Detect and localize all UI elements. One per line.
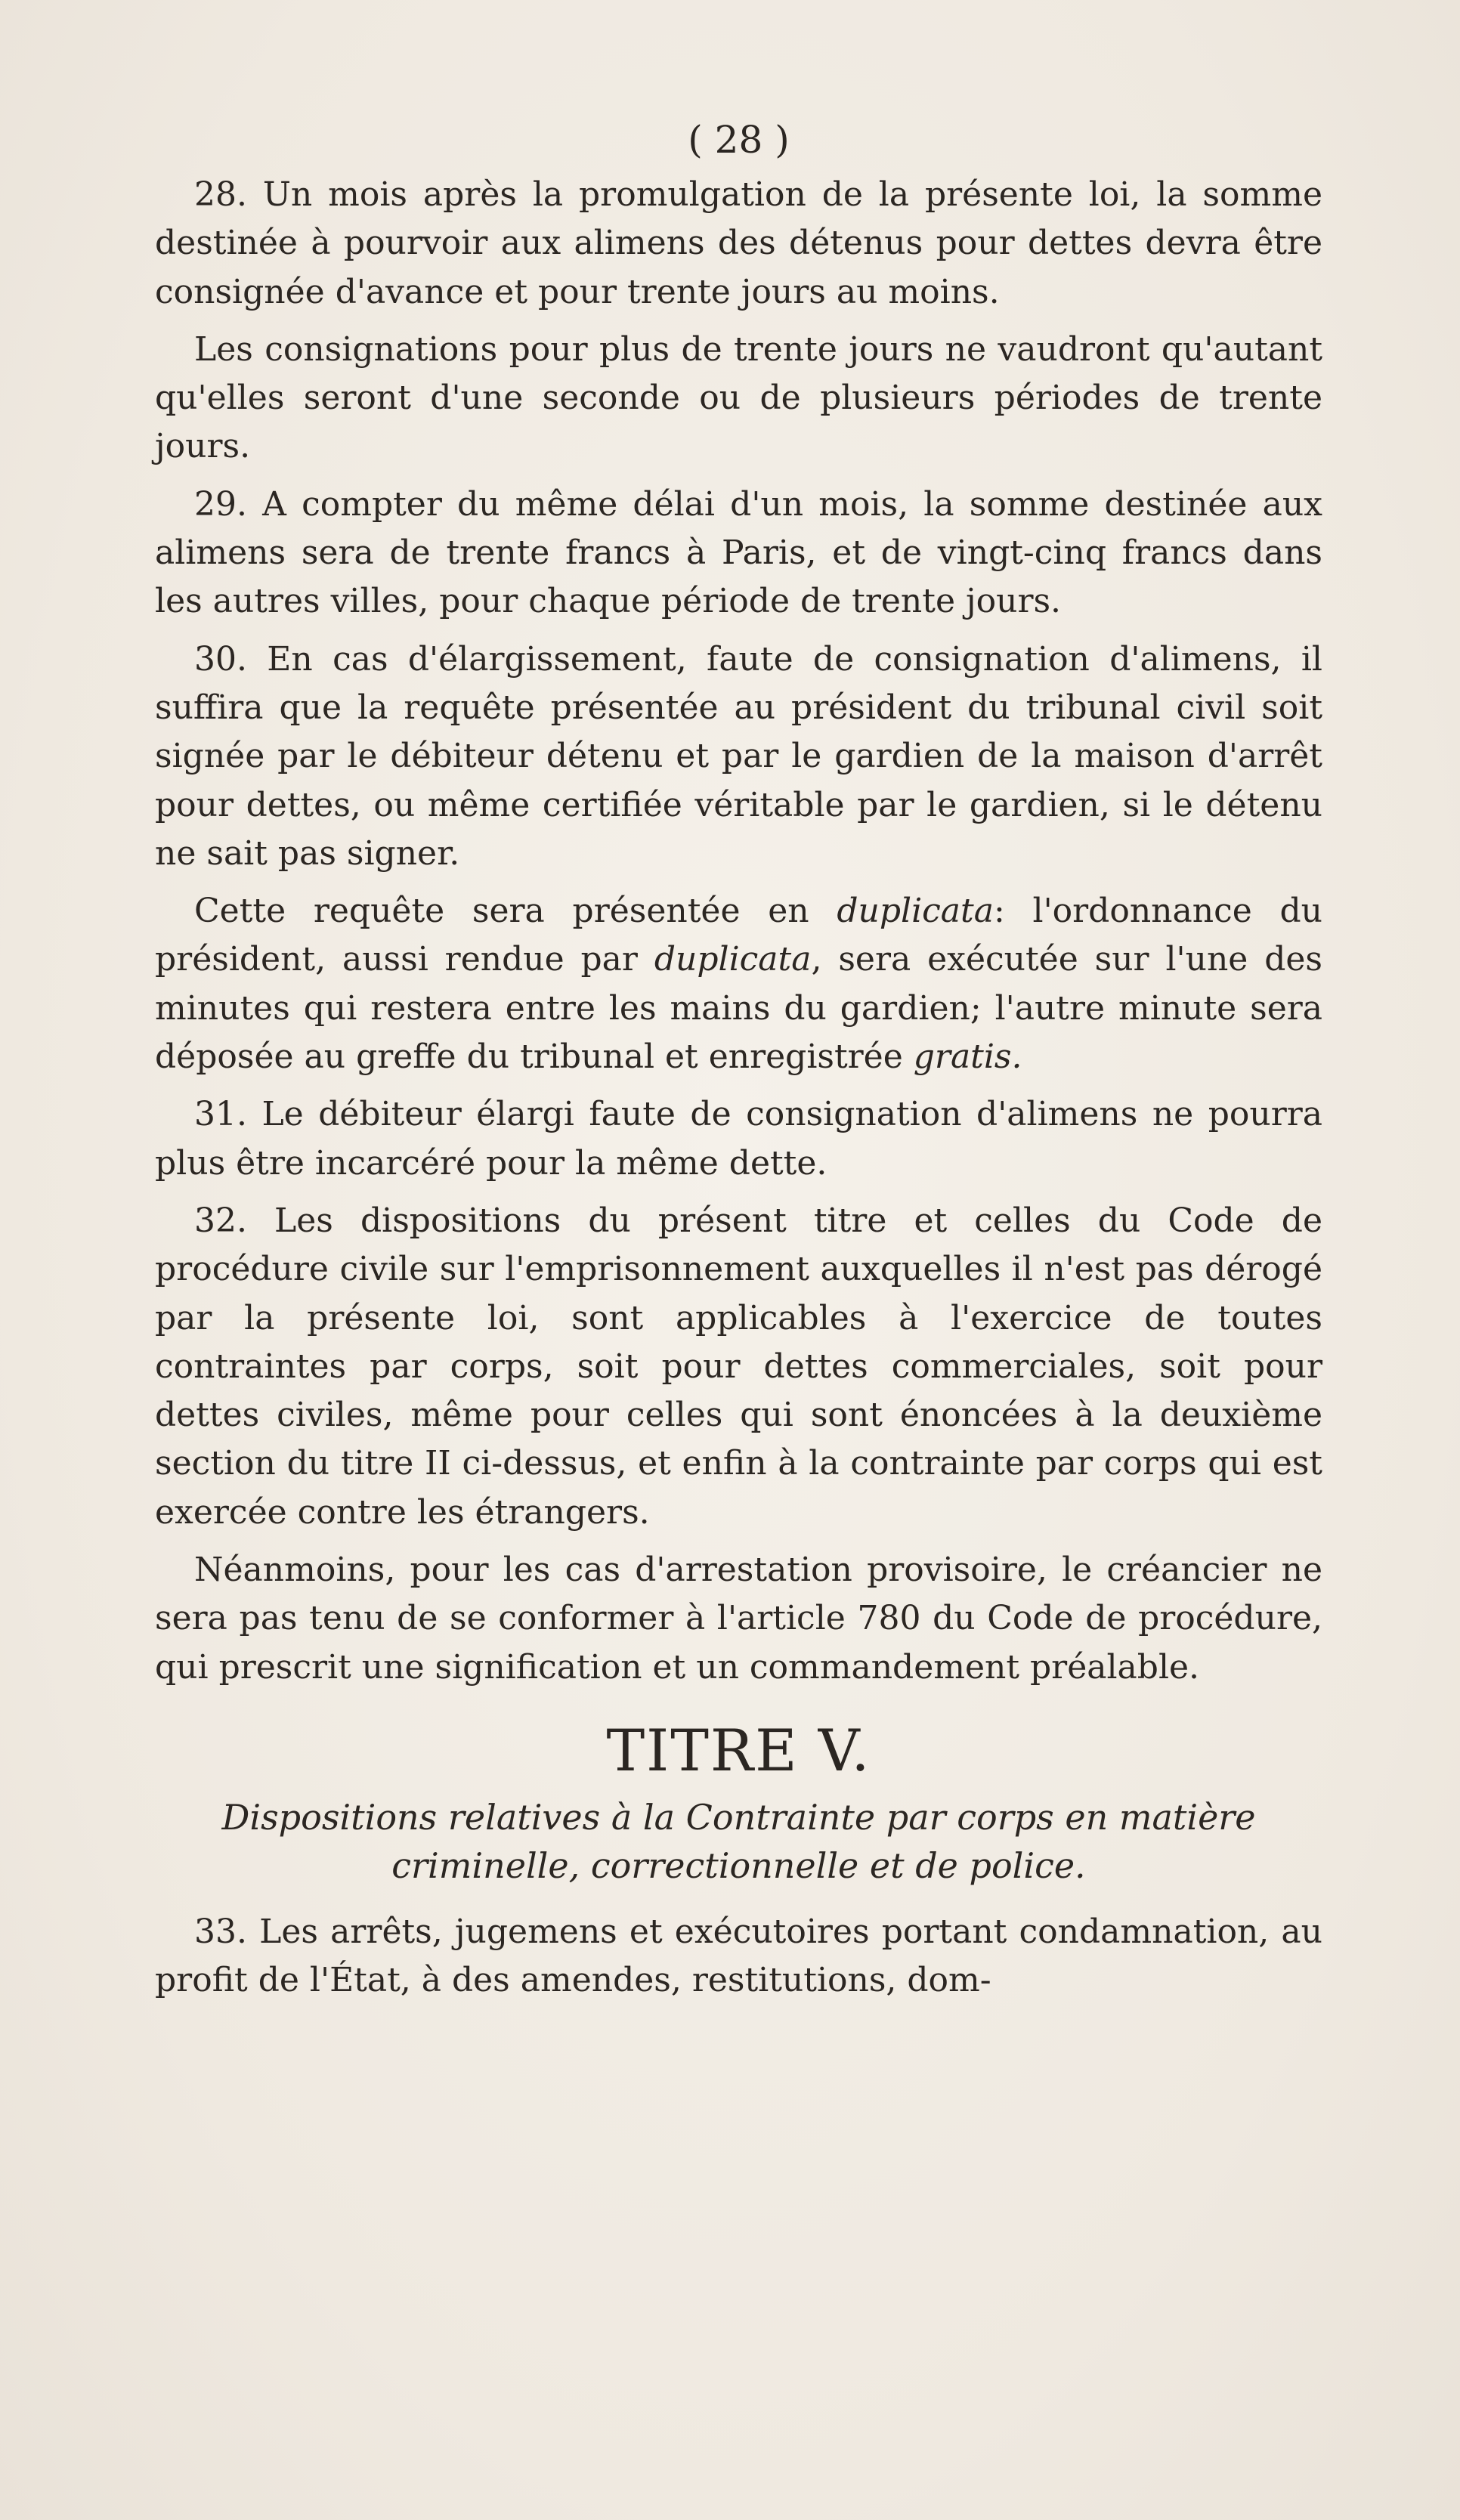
article-31: 31. Le débiteur élargi faute de consignation d'alimens ne pourra plus être incarcéré pour la même dette. (155, 1095, 1322, 1183)
article-30: 30. En cas d'élargissement, faute de consignation d'alimens, il suffira que la requête présentée au président du tribunal civil soit signée par le débiteur détenu et par le gardien de la maison d'arrêt pour dettes, ou même certifiée véritable par le gardien, si le détenu ne sait pas signer. (155, 639, 1322, 873)
article-33: 33. Les arrêts, jugemens et exécutoires portant condamnation, au profit de l'État, à des amendes, restitutions, dom- (155, 1912, 1322, 2000)
page-text-block (155, 113, 1322, 2005)
text-run: : l'ordonnance du président, aussi rendue par (155, 892, 1323, 979)
section-title: TITRE V. (606, 1716, 871, 1784)
article-29: 29. A compter du même délai d'un mois, la somme destinée aux alimens sera de trente francs à Paris, et de vingt-cinq francs dans les autres villes, pour chaque période de trente jours. (155, 484, 1322, 621)
italic-term: duplicata (654, 940, 812, 979)
article-28: 28. Un mois après la promulgation de la présente loi, la somme destinée à pourvoir aux alimens des détenus pour dettes devra être consignée d'avance et pour trente jours au moins. (155, 175, 1322, 311)
section-subtitle: Dispositions relatives à la Contrainte par corps en matière criminelle, correctionnelle et de police. (221, 1796, 1256, 1886)
article-28-continuation: Les consignations pour plus de trente jours ne vaudront qu'autant qu'elles seront d'une seconde ou de plusieurs périodes de trente jours. (155, 329, 1322, 466)
text-run: Cette requête sera présentée en (194, 892, 837, 931)
italic-term: duplicata (837, 892, 994, 931)
article-32: 32. Les dispositions du présent titre et celles du Code de procédure civile sur l'emprisonnement auxquelles il n'est pas dérogé par la présente loi, sont applicables à l'exercice de toutes contraintes par corps, soit pour dettes commerciales, soit pour dettes civiles, même pour celles qui sont énoncées à la deuxième section du titre II ci-dessus, et enfin à la contrainte par corps qui est exercée contre les étrangers. (155, 1201, 1322, 1532)
article-32-continuation: Néanmoins, pour les cas d'arrestation provisoire, le créancier ne sera pas tenu de se conformer à l'article 780 du Code de procédure, qui prescrit une signification et un commandement préalable. (155, 1551, 1322, 1687)
page-number: ( 28 ) (688, 118, 790, 162)
italic-term: gratis. (913, 1037, 1022, 1077)
text-run: , sera exécutée sur l'une des minutes qui restera entre les mains du gardien; l'autre minute sera déposée au greffe du tribunal et enregistrée (155, 940, 1323, 1077)
article-30-continuation (155, 887, 1322, 1081)
